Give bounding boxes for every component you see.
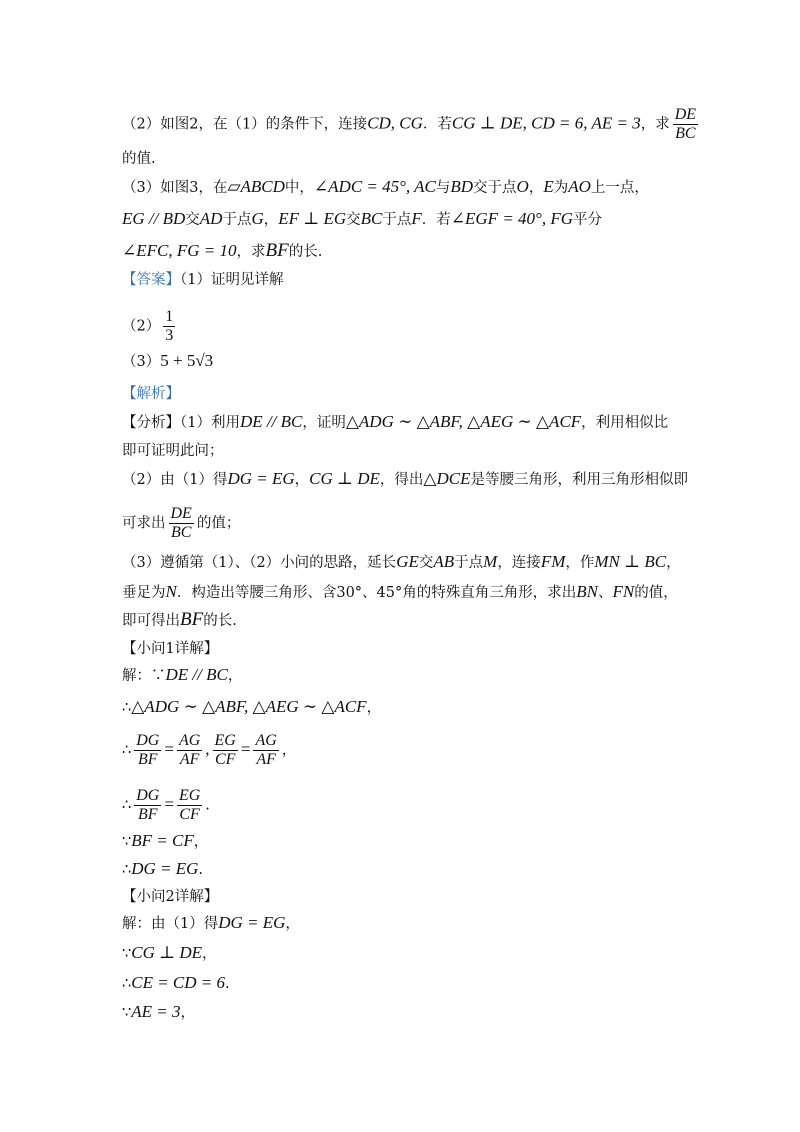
sub1-fraction — [253, 732, 278, 769]
analysis-math: DG = EG — [227, 469, 295, 488]
sub1-fraction-denominator: CF — [213, 750, 238, 769]
analysis-text: 的长. — [203, 613, 237, 629]
analysis-text: （3）遵循第（1）、（2）小问的思路，延长 — [122, 555, 397, 571]
q2-math-d: CG ⊥ DE, CD = 6, AE = 3 — [451, 113, 641, 133]
analysis-text: 垂足为 — [122, 585, 166, 601]
sub2-text: ， — [202, 946, 217, 962]
q3-text: 平分 — [573, 212, 603, 228]
question-3-line-2 — [122, 208, 760, 231]
sub1-text: ， — [193, 834, 209, 850]
q2-fraction-denominator: BC — [673, 124, 698, 143]
q3-math: AD — [199, 209, 223, 228]
sub1-fraction-denominator: AF — [253, 750, 278, 769]
analysis-text: 可求出 — [122, 515, 166, 532]
sub2-text: ∵ — [122, 1005, 132, 1021]
q3-text: 交 — [346, 212, 361, 228]
sub2-math: CG ⊥ DE — [131, 943, 202, 962]
sub2-text: ∴ — [122, 976, 132, 992]
sub1-math: DG = EG — [131, 859, 199, 878]
q3-math: AO — [568, 177, 591, 196]
q2-fraction-numerator: DE — [674, 106, 697, 123]
question-2-tail — [122, 148, 760, 170]
analysis-line-1 — [122, 411, 760, 434]
analysis-text: 是等腰三角形，利用三角形相似即 — [470, 472, 688, 488]
sub1-text: 解：∵ — [122, 668, 166, 684]
sub2-math: CE = CD = 6 — [131, 973, 226, 992]
q3-text: ， — [263, 212, 279, 228]
q3-text: ，求 — [236, 244, 266, 260]
sub1-title-line — [122, 638, 760, 660]
analysis-math: △ADG ∼ △ABF, △AEG ∼ △ACF — [345, 412, 582, 431]
analysis-math: FM — [540, 552, 566, 571]
q3-text: 交 — [185, 212, 200, 228]
analysis-text: ，证明 — [302, 415, 346, 431]
sub1-fraction — [134, 787, 161, 824]
q3-text: 于点 — [222, 212, 252, 228]
answer-line-1 — [122, 269, 760, 291]
analysis-fraction — [169, 505, 194, 542]
sub1-text: ， — [281, 742, 297, 759]
analysis-math: GE — [396, 552, 419, 571]
sub1-math: , — [205, 739, 210, 759]
sub1-line-5 — [122, 830, 760, 853]
sub1-fraction-numerator: EG — [178, 787, 201, 804]
q3-math: ∠EFC, FG = 10 — [122, 241, 237, 260]
q3-math: G — [251, 209, 264, 228]
sub1-title: 【小问1详解】 — [122, 641, 219, 657]
analysis-line-4 — [122, 505, 760, 542]
analysis-text: 即可得出 — [122, 613, 180, 629]
sub1-fraction — [177, 732, 202, 769]
sub2-text: ， — [285, 916, 300, 932]
sub2-math: AE = 3 — [131, 1002, 181, 1021]
answer-2-prefix: （2） — [122, 318, 161, 335]
sub2-text: 解：由（1）得 — [122, 916, 219, 932]
q3-math: E — [543, 177, 554, 196]
q3-math: BC — [360, 209, 383, 228]
q3-text: 的长. — [288, 244, 323, 260]
analysis-label-line — [122, 383, 760, 405]
analysis-line-3 — [122, 468, 760, 491]
q3-text: 中， — [284, 180, 314, 196]
analysis-math: MN ⊥ BC — [594, 552, 667, 571]
answer-2-denominator: 3 — [165, 327, 174, 344]
sub1-fraction-numerator: EG — [214, 732, 236, 749]
q2-math-b: CD, CG — [367, 113, 423, 133]
q2-tail: 的值. — [122, 151, 156, 167]
analysis-line-6 — [122, 581, 760, 604]
sub1-fraction-numerator: DG — [136, 787, 160, 804]
sub1-line-6 — [122, 858, 760, 881]
sub1-fraction — [213, 732, 238, 769]
sub1-text: ∴ — [122, 862, 132, 878]
analysis-text: ．构造出等腰三角形、含30°、45°角的特殊直角三角形，求出 — [176, 585, 577, 601]
analysis-math: DE // BC — [239, 412, 303, 431]
question-3-line-3 — [122, 240, 760, 263]
analysis-label: 【解析】 — [122, 386, 180, 402]
q3-math: F — [411, 209, 422, 228]
answer-3-value: 5 + 5√3 — [160, 351, 214, 370]
q3-math: ∠EGF = 40°, FG — [450, 209, 574, 228]
sub1-fraction — [134, 732, 161, 769]
analysis-math: BN — [576, 582, 598, 601]
sub1-text: ， — [366, 700, 382, 716]
q3-text: 为 — [553, 180, 569, 196]
analysis-math: BF — [180, 609, 204, 630]
sub2-line-1 — [122, 912, 760, 935]
analysis-math: N — [165, 582, 177, 601]
sub1-fraction-numerator: AG — [255, 732, 277, 749]
q3-text: 上一点， — [590, 180, 649, 196]
sub1-line-3 — [122, 732, 760, 769]
analysis-text: ，得出 — [379, 472, 424, 488]
analysis-text: 的值； — [196, 515, 241, 532]
sub2-title-line — [122, 886, 760, 908]
sub2-line-2 — [122, 942, 760, 965]
sub2-math: DG = EG — [218, 913, 286, 932]
analysis-text: ， — [294, 472, 310, 488]
analysis-text: ，利用相似比 — [581, 415, 669, 431]
sub1-math: DE // BC — [165, 665, 228, 684]
answer-1: （1）证明见详解 — [180, 272, 284, 288]
q3-text: 于点 — [382, 212, 412, 228]
sub1-line-2 — [122, 696, 760, 719]
analysis-math: AB — [433, 552, 455, 571]
analysis-math: FN — [612, 582, 635, 601]
q3-text: 与 — [435, 180, 451, 196]
analysis-line-7 — [122, 609, 760, 632]
sub1-fraction-denominator: BF — [134, 805, 161, 824]
q3-math: BD — [450, 177, 474, 196]
analysis-math: △DCE — [423, 469, 471, 488]
sub1-math: = — [240, 739, 251, 759]
sub1-text: ∵ — [122, 834, 132, 850]
answer-2-numerator: 1 — [165, 308, 174, 325]
question-3-line-1 — [122, 176, 760, 199]
sub1-math: = — [164, 794, 174, 814]
analysis-text: ， — [666, 555, 681, 571]
q3-math: EF ⊥ EG — [278, 209, 347, 228]
sub2-text: . — [225, 976, 230, 992]
analysis-line-5 — [122, 551, 760, 574]
sub1-fraction-denominator: AF — [177, 750, 202, 769]
q2-text-c: ．若 — [422, 116, 452, 133]
sub1-text: ∴ — [122, 700, 132, 716]
q3-text: （3）如图3，在 — [122, 180, 228, 196]
sub1-fraction-denominator: CF — [177, 805, 202, 824]
sub1-line-1 — [122, 664, 760, 687]
question-2-line — [122, 106, 760, 143]
analysis-text: 交 — [418, 555, 434, 571]
sub1-math: = — [164, 739, 174, 759]
sub1-math: △ADG ∼ △ABF, △AEG ∼ △ACF — [131, 697, 367, 716]
analysis-math: CG ⊥ DE — [309, 469, 380, 488]
analysis-text: 、 — [597, 585, 613, 601]
q2-fraction — [673, 106, 698, 143]
answer-3-prefix: （3） — [122, 354, 161, 370]
analysis-math: M — [483, 552, 498, 571]
sub1-text: . — [205, 797, 210, 814]
analysis-text: 【分析】（1）利用 — [122, 415, 240, 431]
q3-text: ， — [528, 180, 544, 196]
q3-math: BF — [265, 240, 289, 261]
q2-text-a: （2）如图2，在（1）的条件下，连接 — [122, 116, 368, 133]
q3-math: ▱ABCD — [227, 177, 285, 196]
analysis-text: 即可证明此问； — [122, 443, 224, 459]
sub1-fraction — [177, 787, 202, 824]
analysis-line-2 — [122, 440, 760, 462]
answer-line-2 — [122, 308, 760, 345]
analysis-text: （2）由（1）得 — [122, 472, 228, 488]
sub2-text: ， — [180, 1005, 195, 1021]
q3-math: EG // BD — [122, 209, 186, 228]
analysis-fraction-denominator: BC — [169, 523, 194, 542]
answer-2-fraction — [163, 308, 175, 345]
analysis-text: 于点 — [454, 555, 484, 571]
sub1-text: ∴ — [122, 742, 132, 759]
sub1-fraction-denominator: BF — [134, 750, 161, 769]
answer-line-3 — [122, 350, 760, 373]
analysis-text: 的值， — [634, 585, 678, 601]
analysis-text: ，作 — [565, 555, 595, 571]
sub1-math: BF = CF — [131, 831, 194, 850]
sub1-fraction-numerator: DG — [136, 732, 160, 749]
sub1-line-4 — [122, 787, 760, 824]
q2-text-e: ，求 — [640, 116, 670, 133]
sub1-text: ∴ — [122, 797, 132, 814]
sub1-text: . — [198, 862, 204, 878]
q3-text: 交于点 — [473, 180, 517, 196]
sub1-fraction-numerator: AG — [178, 732, 201, 749]
sub2-title: 【小问2详解】 — [122, 889, 219, 905]
sub2-line-4 — [122, 1001, 760, 1024]
sub2-line-3 — [122, 972, 760, 995]
q3-math: O — [516, 177, 529, 196]
answer-label: 【答案】 — [122, 272, 180, 288]
sub1-text: ， — [227, 668, 243, 684]
q3-text: ．若 — [421, 212, 451, 228]
sub2-text: ∵ — [122, 946, 132, 962]
analysis-fraction-numerator: DE — [170, 505, 192, 522]
q3-math: ∠ADC = 45°, AC — [313, 177, 436, 196]
analysis-text: ，连接 — [497, 555, 541, 571]
